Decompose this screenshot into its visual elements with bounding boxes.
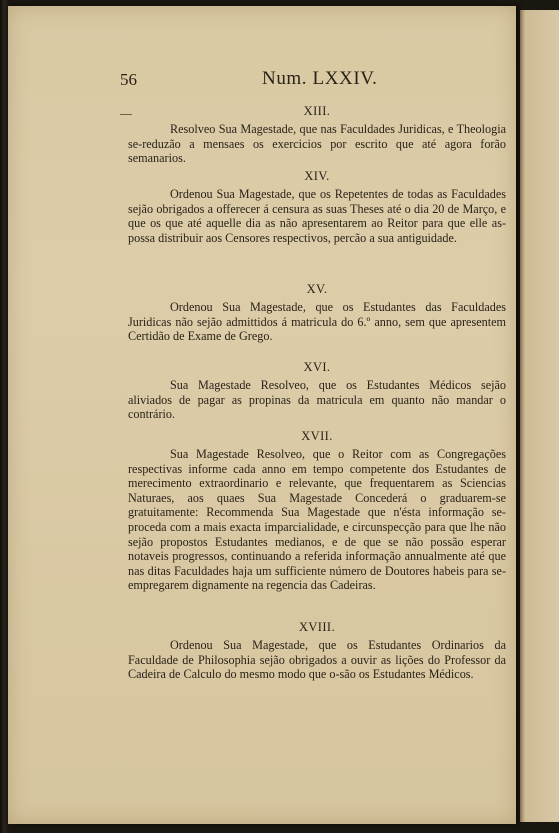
adjacent-page-edge [520,10,559,822]
section-xiii [128,104,506,166]
section-xvi [128,360,506,422]
section-paragraph: Sua Magestade Resolveo, que os Estudantes Médicos sejão aliviados de pagar as propinas da matricula em quanto não mandar o contrário. [128,378,506,422]
section-xiv [128,169,506,245]
section-heading: XVII. [301,429,333,443]
section-heading: XIII. [303,104,331,118]
section-heading: XVI. [303,360,331,374]
section-paragraph: Sua Magestade Resolveo, que o Reitor com as Congregações respectivas informe cada anno em tempo competente dos Estudantes de merecimento extraordinario e relevante, que frequentarem as Sciencias Naturaes, aos quaes Sua Magestade Concederá o graduarem-se gratuitamente: Recommenda Sua Magestade que n'ésta informação se-proceda com a mais exacta imparcialidade, e circunspecção para que lhe não sejão propostos Estudantes medianos, e de que se não possão esperar notaveis progressos, continuando a referida informação annualmente até que nas ditas Faculdades haja um sufficiente número de Doutores habeis para se-empregarem dignamente na regencia das Cadeiras. [128,447,506,593]
section-xvii [128,429,506,593]
section-heading: XV. [306,282,328,296]
section-heading: XVIII. [298,620,336,634]
page-number: 56 [120,70,137,89]
section-xv [128,282,506,344]
section-paragraph: Ordenou Sua Magestade, que os Estudantes Ordinarios da Faculdade de Philosophia sejão obrigados a ouvir as lições do Professor da Cadeira de Calculo do mesmo modo que o-são os Estudantes Médicos. [128,638,506,682]
running-head-title: Num. LXXIV. [262,68,378,89]
section-heading: XIV. [304,169,330,183]
section-paragraph: Resolveo Sua Magestade, que nas Faculdades Juridicas, e Theologia se-reduzão a mensaes os exercicios por escrito que até agora forão semanarios. [128,122,506,166]
section-paragraph: Ordenou Sua Magestade, que os Repetentes de todas as Faculdades sejão obrigados a offerecer á censura as suas Theses até o dia 20 de Março, e que os que até aquelle dia as não apresentarem ao Reitor para que elle as-possa distribuir aos Censores respectivos, percão a sua antiguidade. [128,187,506,245]
section-paragraph: Ordenou Sua Magestade, que os Estudantes das Faculdades Juridicas não sejão admittidos á matricula do 6.º anno, sem que apresentem Certidão de Exame de Grego. [128,300,506,344]
section-xviii [128,620,506,682]
